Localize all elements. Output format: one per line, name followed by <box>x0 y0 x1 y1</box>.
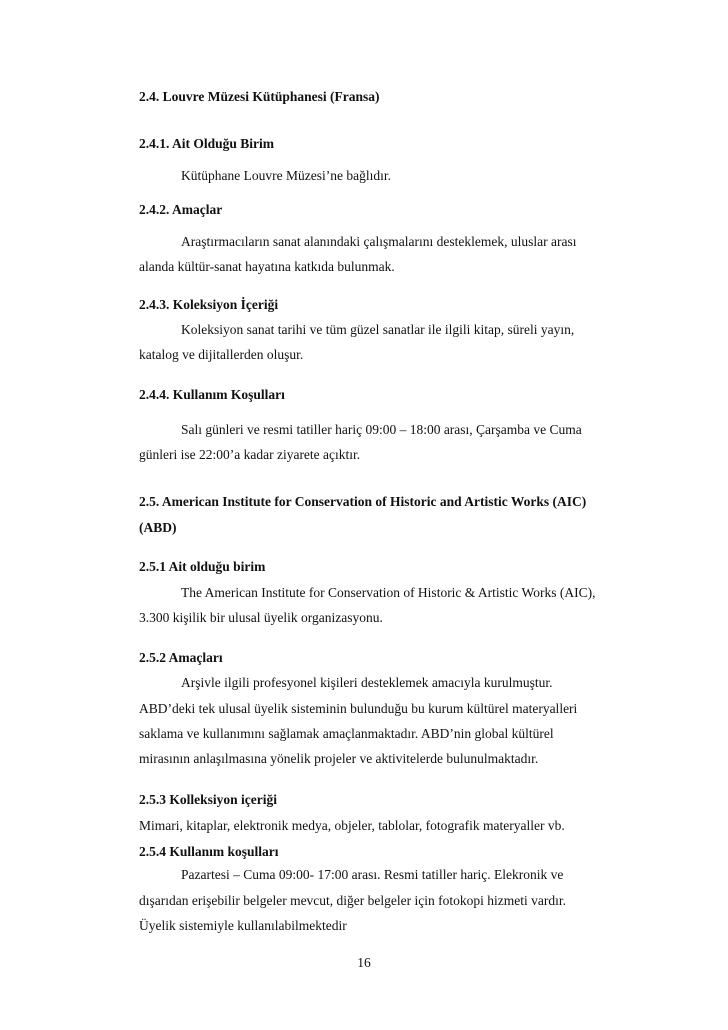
heading-2-5-cont: (ABD) <box>139 520 177 535</box>
paragraph-line: Üyelik sistemiyle kullanılabilmektedir <box>139 918 347 933</box>
paragraph-line: alanda kültür-sanat hayatına katkıda bulunmak. <box>139 259 395 274</box>
paragraph-line: günleri ise 22:00’a kadar ziyarete açıktır. <box>139 447 361 462</box>
heading-2-5-4: 2.5.4 Kullanım koşulları <box>139 844 279 859</box>
paragraph-line: Arşivle ilgili profesyonel kişileri desteklemek amacıyla kurulmuştur. <box>181 675 553 690</box>
heading-2-4-2: 2.4.2. Amaçlar <box>139 202 223 217</box>
heading-2-4-3: 2.4.3. Koleksiyon İçeriği <box>139 297 279 312</box>
heading-2-5-3: 2.5.3 Kolleksiyon içeriği <box>139 792 277 807</box>
page-number: 16 <box>357 955 371 970</box>
paragraph-line: Salı günleri ve resmi tatiller hariç 09:00 – 18:00 arası, Çarşamba ve Cuma <box>181 422 582 437</box>
paragraph-line: Kütüphane Louvre Müzesi’ne bağlıdır. <box>181 168 391 183</box>
paragraph-line: dışarıdan erişebilir belgeler mevcut, diğer belgeler için fotokopi hizmeti vardır. <box>139 893 566 908</box>
heading-2-5: 2.5. American Institute for Conservation of Historic and Artistic Works (AIC) <box>139 494 587 509</box>
paragraph-line: 3.300 kişilik bir ulusal üyelik organizasyonu. <box>139 610 383 625</box>
paragraph-line: ABD’deki tek ulusal üyelik sisteminin bulunduğu bu kurum kültürel materyalleri <box>139 701 578 716</box>
heading-2-4-1: 2.4.1. Ait Olduğu Birim <box>139 136 275 151</box>
paragraph-line: katalog ve dijitallerden oluşur. <box>139 347 304 362</box>
paragraph-line: mirasının anlaşılmasına yönelik projeler ve aktivitelerde bulunulmaktadır. <box>139 751 539 766</box>
paragraph-line: saklama ve kullanımını sağlamak amaçlanmaktadır. ABD’nin global kültürel <box>139 726 554 741</box>
paragraph-line: Koleksiyon sanat tarihi ve tüm güzel sanatlar ile ilgili kitap, süreli yayın, <box>181 322 575 337</box>
paragraph-line: Mimari, kitaplar, elektronik medya, objeler, tablolar, fotografik materyaller vb. <box>139 818 565 833</box>
heading-2-4-4: 2.4.4. Kullanım Koşulları <box>139 387 285 402</box>
heading-2-5-2: 2.5.2 Amaçları <box>139 650 223 665</box>
heading-2-4: 2.4. Louvre Müzesi Kütüphanesi (Fransa) <box>139 89 380 104</box>
paragraph-line: Pazartesi – Cuma 09:00- 17:00 arası. Resmi tatiller hariç. Elekronik ve <box>181 867 564 882</box>
paragraph-line: The American Institute for Conservation of Historic & Artistic Works (AIC), <box>181 585 596 600</box>
heading-2-5-1: 2.5.1 Ait olduğu birim <box>139 559 266 574</box>
paragraph-line: Araştırmacıların sanat alanındaki çalışmalarını desteklemek, uluslar arası <box>181 234 577 249</box>
